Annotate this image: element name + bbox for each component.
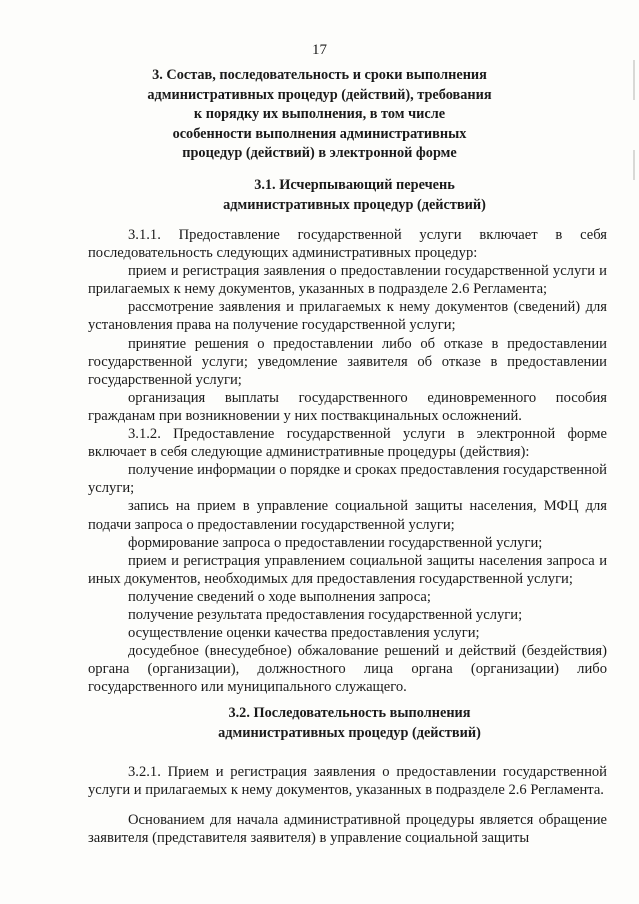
- section-3-1-body: [88, 226, 607, 696]
- paragraph-3-2-1: 3.2.1. Прием и регистрация заявления о предоставлении государственной услуги и прилагаемых к нему документов, указанных в подразделе 2.6 Регламента.: [88, 764, 607, 799]
- heading-line: процедур (действий) в электронной форме: [182, 145, 457, 162]
- list-item: получение сведений о ходе выполнения запроса;: [128, 588, 431, 605]
- paragraph-3-1-2: 3.1.2. Предоставление государственной услуги в электронной форме включает в себя следующие административные процедуры (действия):: [88, 426, 607, 461]
- scan-edge-mark: [633, 60, 635, 100]
- list-item: прием и регистрация управлением социальной защиты населения запроса и иных документов, необходимых для предоставления государственной услуги;: [88, 552, 607, 587]
- paragraph-basis: Основанием для начала административной процедуры является обращение заявителя (представителя заявителя) в управление социальной защиты: [88, 812, 607, 847]
- list-item: рассмотрение заявления и прилагаемых к нему документов (сведений) для установления права на получение государственной услуги;: [88, 299, 607, 334]
- list-item: запись на прием в управление социальной защиты населения, МФЦ для подачи запроса о предоставлении государственной услуги;: [88, 498, 607, 533]
- section-3-2-body: [88, 763, 607, 847]
- list-item: досудебное (внесудебное) обжалование решений и действий (бездействия) органа (организации), должностного лица органа (организации) либо государственного или муниципального служащего.: [88, 643, 607, 696]
- heading-line: административных процедур (действий): [223, 196, 486, 213]
- list-item: принятие решения о предоставлении либо об отказе в предоставлении государственной услуги; уведомление заявителя об отказе в предоставлении государственной услуги;: [88, 335, 607, 388]
- scan-edge-mark: [633, 150, 635, 180]
- section-3-heading: [0, 66, 639, 164]
- page-number: 17: [312, 42, 327, 58]
- paragraph-3-1-1: 3.1.1. Предоставление государственной услуги включает в себя последовательность следующих административных процедур:: [88, 227, 607, 262]
- heading-line: особенности выполнения административных: [172, 125, 467, 142]
- heading-line: 3.2. Последовательность выполнения: [228, 705, 471, 721]
- list-item: прием и регистрация заявления о предоставлении государственной услуги и прилагаемых к нему документов, указанных в подразделе 2.6 Регламента;: [88, 263, 607, 298]
- list-item: осуществление оценки качества предоставления услуги;: [128, 625, 480, 642]
- list-item: получение информации о порядке и сроках предоставления государственной услуги;: [88, 462, 607, 497]
- section-3-2-heading: [0, 704, 639, 743]
- list-item: организация выплаты государственного единовременного пособия гражданам при возникновении у них поствакцинальных осложнений.: [88, 389, 607, 424]
- list-item: формирование запроса о предоставлении государственной услуги;: [128, 534, 543, 551]
- section-3-1-heading: [0, 176, 639, 215]
- list-item: получение результата предоставления государственной услуги;: [128, 606, 523, 623]
- heading-line: административных процедур (действий): [218, 724, 481, 741]
- heading-line: 3. Состав, последовательность и сроки выполнения: [152, 67, 487, 83]
- heading-line: административных процедур (действий), требования: [147, 86, 492, 103]
- heading-line: 3.1. Исчерпывающий перечень: [254, 177, 455, 193]
- heading-line: к порядку их выполнения, в том числе: [193, 106, 446, 123]
